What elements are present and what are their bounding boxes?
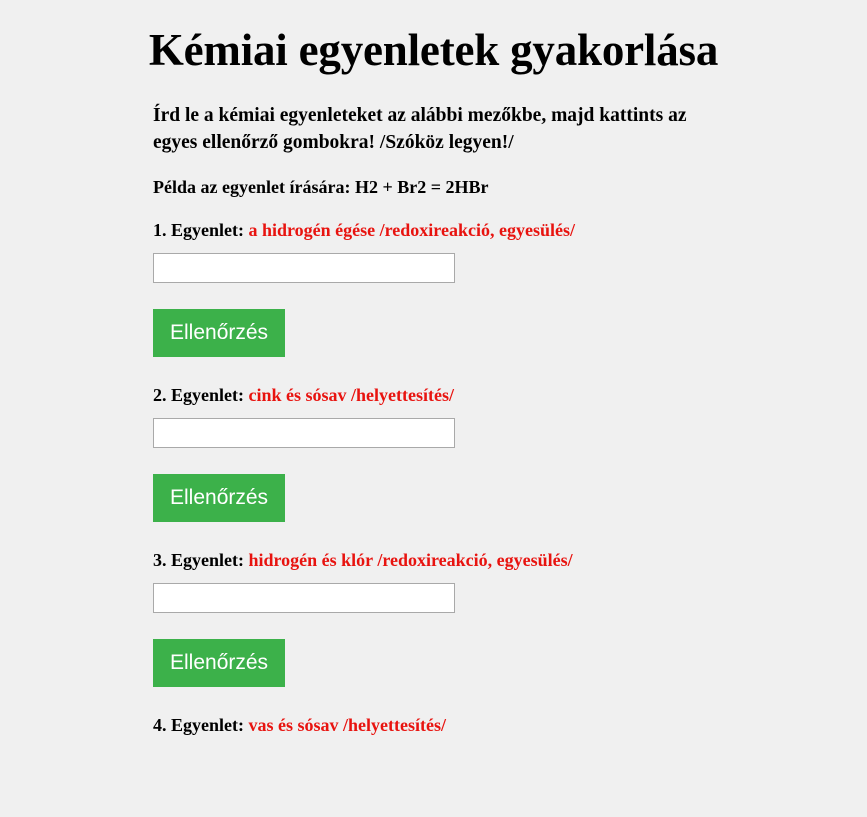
instructions-text: Írd le a kémiai egyenleteket az alábbi mezőkbe, majd kattints az egyes ellenőrző gombokra! /Szóköz legyen!/: [153, 104, 687, 154]
answer-input-1[interactable]: [153, 253, 455, 283]
question-label-2: [153, 385, 827, 406]
page-title: Kémiai egyenletek gyakorlása: [148, 25, 719, 75]
question-number-1: 1. Egyenlet:: [153, 219, 244, 240]
question-label-1: [153, 220, 827, 241]
check-button-3[interactable]: Ellenőrzés: [153, 639, 285, 687]
question-block-4: [153, 715, 827, 736]
answer-input-3[interactable]: [153, 583, 455, 613]
content-area: [0, 102, 867, 736]
check-button-2[interactable]: Ellenőrzés: [153, 474, 285, 522]
question-label-4: [153, 715, 827, 736]
example-text: Példa az egyenlet írására: H2 + Br2 = 2HBr: [153, 176, 489, 197]
question-block-3: [153, 550, 827, 715]
question-number-3: 3. Egyenlet:: [153, 549, 244, 570]
answer-input-2[interactable]: [153, 418, 455, 448]
question-block-1: [153, 220, 827, 385]
question-number-4: 4. Egyenlet:: [153, 714, 244, 735]
question-hint-4: vas és sósav /helyettesítés/: [248, 714, 446, 735]
question-hint-2: cink és sósav /helyettesítés/: [248, 384, 454, 405]
check-button-1[interactable]: Ellenőrzés: [153, 309, 285, 357]
question-number-2: 2. Egyenlet:: [153, 384, 244, 405]
question-block-2: [153, 385, 827, 550]
question-hint-1: a hidrogén égése /redoxireakció, egyesülés/: [248, 219, 575, 240]
question-label-3: [153, 550, 827, 571]
question-hint-3: hidrogén és klór /redoxireakció, egyesülés/: [248, 549, 573, 570]
